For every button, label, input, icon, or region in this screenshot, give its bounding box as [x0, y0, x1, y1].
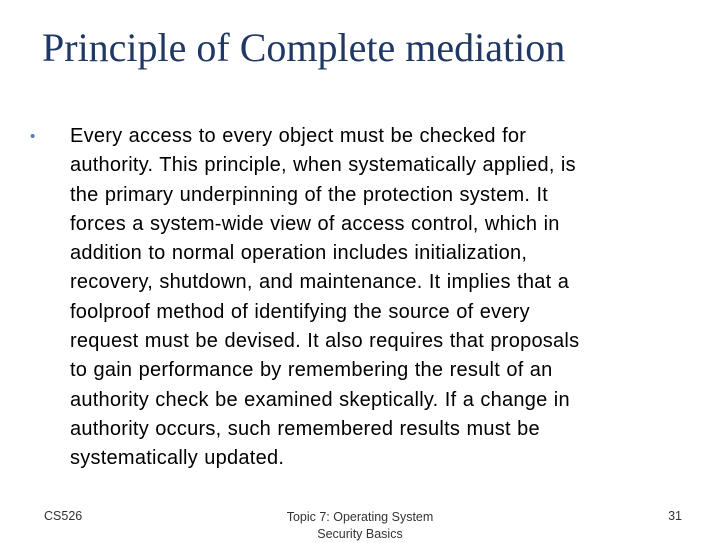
bullet-text-line: recovery, shutdown, and maintenance. It implies that a	[70, 271, 570, 294]
bullet-text-line: foolproof method of identifying the source of every	[70, 300, 530, 323]
bullet-text-line: authority occurs, such remembered results must be	[70, 417, 540, 440]
bullet-list	[30, 122, 670, 474]
bullet-text-line: authority. This principle, when systematically applied, is	[70, 154, 576, 177]
footer-topic-line: Topic 7: Operating System	[286, 510, 434, 524]
bullet-text-line: the primary underpinning of the protection system. It	[70, 183, 549, 206]
bullet-item	[30, 122, 670, 474]
footer-course: CS526	[44, 509, 83, 523]
page-number: 31	[668, 509, 682, 523]
bullet-text	[70, 122, 670, 474]
bullet-text-line: Every access to every object must be checked for	[70, 125, 527, 147]
slide-title: Principle of Complete mediation	[42, 25, 566, 70]
bullet-text-line: forces a system-wide view of access control, which in	[70, 212, 560, 235]
footer-topic	[240, 509, 480, 543]
footer-topic-line: Security Basics	[317, 527, 403, 541]
bullet-text-line: to gain performance by remembering the result of an	[70, 359, 553, 382]
bullet-dot-icon: •	[30, 128, 36, 145]
bullet-text-line: addition to normal operation includes initialization,	[70, 242, 528, 265]
bullet-text-line: systematically updated.	[70, 447, 285, 470]
bullet-text-line: authority check be examined skeptically. If a change in	[70, 388, 570, 411]
bullet-text-line: request must be devised. It also requires that proposals	[70, 330, 580, 353]
